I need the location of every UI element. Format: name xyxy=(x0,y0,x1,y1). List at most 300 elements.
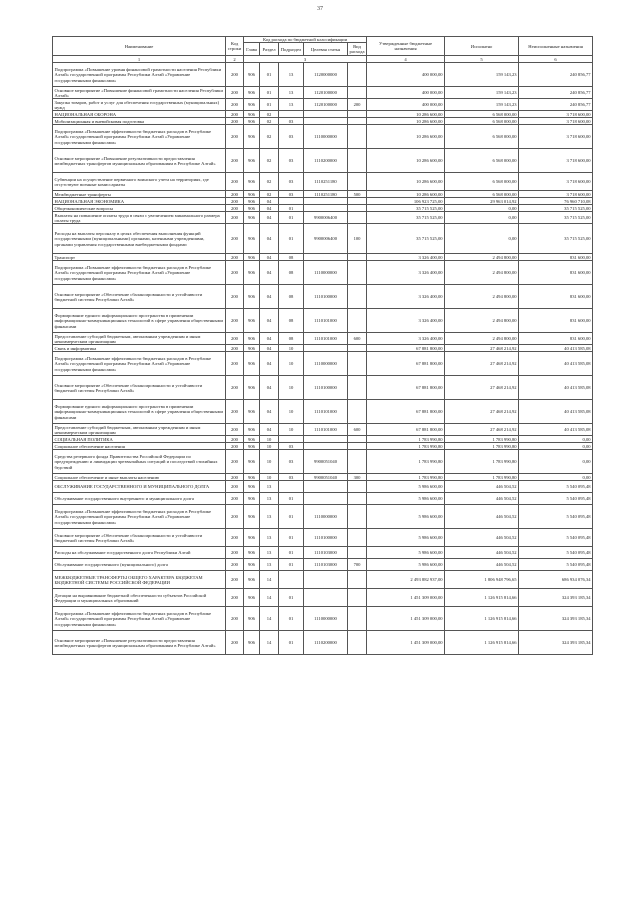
table-row xyxy=(53,400,593,424)
table-row xyxy=(53,436,593,443)
row-unexecuted: 40 413 585,08 xyxy=(519,376,593,400)
row-executed: 6 568 000,00 xyxy=(445,173,519,191)
table-row xyxy=(53,345,593,352)
row-section-code: 10 xyxy=(260,436,279,443)
row-section-code: 04 xyxy=(260,205,279,212)
row-section-code: 04 xyxy=(260,400,279,424)
row-target-code xyxy=(304,198,348,205)
row-name: Закупка товаров, работ и услуг для обеспечения государственных (муниципальных) нужд xyxy=(53,99,226,111)
row-name: Социальное обеспечение и иные выплаты населению xyxy=(53,474,226,481)
row-admin-code: 906 xyxy=(244,481,260,493)
row-section-code: 04 xyxy=(260,352,279,376)
row-admin-code: 906 xyxy=(244,254,260,261)
row-name: Расходы на обслуживание государственного долга Республики Алтай xyxy=(53,547,226,559)
row-admin-code: 906 xyxy=(244,333,260,345)
row-target-code xyxy=(304,589,348,607)
row-unexecuted: 5 540 095,48 xyxy=(519,493,593,505)
row-section-code: 04 xyxy=(260,424,279,436)
row-target-code xyxy=(304,493,348,505)
table-body xyxy=(53,63,593,655)
row-name: Основное мероприятие «Обеспечение сбалансированности и устойчивости бюджетной системы Республики Алтай» xyxy=(53,285,226,309)
row-unexecuted: 5 540 095,48 xyxy=(519,505,593,529)
row-target-code xyxy=(304,205,348,212)
row-approved: 3 326 400,00 xyxy=(367,333,445,345)
table-row xyxy=(53,198,593,205)
row-name: Подпрограмма «Повышение уровня финансовой грамотности населения Республики Алтай» государственной программы Республики Алтай «Управление государственными финансами» xyxy=(53,63,226,87)
row-line-code: 200 xyxy=(226,450,244,474)
row-executed: 27 468 214,92 xyxy=(445,400,519,424)
row-expense-type-code xyxy=(348,400,367,424)
row-expense-type-code xyxy=(348,443,367,450)
table-row xyxy=(53,333,593,345)
row-approved: 10 286 600,00 xyxy=(367,173,445,191)
row-target-code: 1110101000 xyxy=(304,309,348,333)
row-unexecuted: 324 393 185,34 xyxy=(519,607,593,631)
row-executed: 6 568 000,00 xyxy=(445,111,519,118)
row-admin-code: 906 xyxy=(244,63,260,87)
row-target-code: 9900051040 xyxy=(304,450,348,474)
row-expense-type-code: 300 xyxy=(348,474,367,481)
row-admin-code: 906 xyxy=(244,443,260,450)
row-approved: 1 783 990,80 xyxy=(367,474,445,481)
row-executed: 1 126 915 814,66 xyxy=(445,607,519,631)
row-approved: 67 881 800,00 xyxy=(367,424,445,436)
row-name: Мобилизационная и вневойсковая подготовка xyxy=(53,118,226,125)
row-unexecuted: 5 540 095,48 xyxy=(519,529,593,547)
page-number: 37 xyxy=(317,6,323,12)
row-approved: 400 000,00 xyxy=(367,63,445,87)
row-unexecuted: 35 715 525,00 xyxy=(519,224,593,254)
header-name: Наименование xyxy=(53,37,226,56)
row-subsection-code: 01 xyxy=(279,212,304,224)
row-name: Формирование единого информационного пространства в применении информационно-коммуникационных технологий в сфере управления общественными финансами xyxy=(53,309,226,333)
row-line-code: 200 xyxy=(226,224,244,254)
row-section-code: 04 xyxy=(260,212,279,224)
row-section-code: 02 xyxy=(260,111,279,118)
row-expense-type-code xyxy=(348,571,367,589)
row-unexecuted: 5 540 095,48 xyxy=(519,481,593,493)
row-section-code: 01 xyxy=(260,63,279,87)
index-cell: 4 xyxy=(367,56,445,63)
row-executed: 2 494 800,00 xyxy=(445,333,519,345)
row-expense-type-code: 200 xyxy=(348,99,367,111)
row-approved: 5 986 600,00 xyxy=(367,547,445,559)
row-admin-code: 906 xyxy=(244,87,260,99)
row-approved: 10 286 600,00 xyxy=(367,111,445,118)
row-target-code: 1110100000 xyxy=(304,285,348,309)
row-admin-code: 906 xyxy=(244,559,260,571)
row-executed: 446 504,52 xyxy=(445,481,519,493)
row-section-code: 02 xyxy=(260,191,279,198)
row-unexecuted: 3 718 600,00 xyxy=(519,118,593,125)
table-row xyxy=(53,99,593,111)
row-expense-type-code xyxy=(348,309,367,333)
row-subsection-code: 10 xyxy=(279,400,304,424)
row-name: Выплаты на повышение оплаты труда в связи с увеличением минимального размера оплаты труда xyxy=(53,212,226,224)
row-target-code: 1120100000 xyxy=(304,99,348,111)
budget-table xyxy=(52,36,593,655)
row-section-code: 10 xyxy=(260,450,279,474)
row-unexecuted: 831 600,00 xyxy=(519,261,593,285)
row-line-code: 200 xyxy=(226,493,244,505)
row-approved: 35 715 525,00 xyxy=(367,224,445,254)
row-expense-type-code xyxy=(348,125,367,149)
row-expense-type-code xyxy=(348,261,367,285)
table-row xyxy=(53,352,593,376)
row-line-code: 200 xyxy=(226,352,244,376)
row-target-code xyxy=(304,436,348,443)
row-admin-code: 906 xyxy=(244,285,260,309)
row-approved: 3 326 400,00 xyxy=(367,261,445,285)
row-approved: 1 451 309 000,00 xyxy=(367,607,445,631)
row-subsection-code xyxy=(279,436,304,443)
row-unexecuted: 40 413 585,08 xyxy=(519,400,593,424)
row-executed: 1 806 948 796,65 xyxy=(445,571,519,589)
index-cell: 2 xyxy=(226,56,244,63)
table-row xyxy=(53,481,593,493)
row-expense-type-code xyxy=(348,212,367,224)
row-line-code: 200 xyxy=(226,285,244,309)
index-cell: 5 xyxy=(445,56,519,63)
row-subsection-code: 10 xyxy=(279,376,304,400)
row-admin-code: 906 xyxy=(244,607,260,631)
row-line-code: 200 xyxy=(226,198,244,205)
row-subsection-code: 08 xyxy=(279,254,304,261)
row-line-code: 200 xyxy=(226,559,244,571)
row-executed: 159 143,23 xyxy=(445,63,519,87)
row-expense-type-code: 100 xyxy=(348,224,367,254)
row-executed: 446 504,52 xyxy=(445,505,519,529)
row-expense-type-code xyxy=(348,198,367,205)
row-subsection-code: 13 xyxy=(279,87,304,99)
row-target-code: 1110101000 xyxy=(304,333,348,345)
row-admin-code: 906 xyxy=(244,125,260,149)
row-section-code: 02 xyxy=(260,173,279,191)
row-subsection-code: 03 xyxy=(279,125,304,149)
row-line-code: 200 xyxy=(226,118,244,125)
row-unexecuted: 40 413 585,08 xyxy=(519,424,593,436)
row-line-code: 200 xyxy=(226,474,244,481)
row-unexecuted: 76 960 710,08 xyxy=(519,198,593,205)
row-executed: 159 143,23 xyxy=(445,87,519,99)
row-target-code xyxy=(304,118,348,125)
row-section-code: 04 xyxy=(260,285,279,309)
row-executed: 446 504,52 xyxy=(445,559,519,571)
row-section-code: 13 xyxy=(260,559,279,571)
row-approved: 10 286 600,00 xyxy=(367,149,445,173)
row-admin-code: 906 xyxy=(244,450,260,474)
row-expense-type-code xyxy=(348,481,367,493)
row-executed: 27 468 214,92 xyxy=(445,345,519,352)
row-approved: 1 451 309 000,00 xyxy=(367,589,445,607)
row-subsection-code: 03 xyxy=(279,173,304,191)
table-row xyxy=(53,607,593,631)
header-admin: Глава xyxy=(244,43,260,56)
table-row xyxy=(53,474,593,481)
row-executed: 1 783 990,80 xyxy=(445,436,519,443)
index-cell: 6 xyxy=(519,56,593,63)
row-executed: 0,00 xyxy=(445,205,519,212)
row-name: Предоставление субсидий бюджетным, автономным учреждениям и иным некоммерческим организациям xyxy=(53,424,226,436)
row-unexecuted: 831 600,00 xyxy=(519,309,593,333)
row-target-code: 1110251180 xyxy=(304,173,348,191)
row-approved: 1 451 309 000,00 xyxy=(367,631,445,655)
row-line-code: 200 xyxy=(226,589,244,607)
row-target-code xyxy=(304,345,348,352)
row-section-code: 01 xyxy=(260,87,279,99)
row-executed: 1 783 990,80 xyxy=(445,474,519,481)
row-section-code: 13 xyxy=(260,505,279,529)
header-subsection: Подраздел xyxy=(279,43,304,56)
row-subsection-code: 03 xyxy=(279,118,304,125)
table-row xyxy=(53,376,593,400)
row-executed: 27 468 214,92 xyxy=(445,424,519,436)
row-name: Подпрограмма «Повышение эффективности бюджетных расходов в Республике Алтай» государственной программы Республики Алтай «Управление государственными финансами» xyxy=(53,352,226,376)
row-approved: 5 986 600,00 xyxy=(367,493,445,505)
row-section-code: 04 xyxy=(260,309,279,333)
row-approved: 400 000,00 xyxy=(367,99,445,111)
table-row xyxy=(53,450,593,474)
row-line-code: 200 xyxy=(226,505,244,529)
header-approved: Утвержденные бюджетные назначения xyxy=(367,37,445,56)
row-name: Общеэкономические вопросы xyxy=(53,205,226,212)
row-line-code: 200 xyxy=(226,607,244,631)
header-unexecuted: Неисполненные назначения xyxy=(519,37,593,56)
table-row xyxy=(53,285,593,309)
row-line-code: 200 xyxy=(226,376,244,400)
row-admin-code: 906 xyxy=(244,400,260,424)
row-line-code: 200 xyxy=(226,631,244,655)
row-target-code: 9900006400 xyxy=(304,224,348,254)
row-section-code: 10 xyxy=(260,474,279,481)
row-approved: 1 783 990,80 xyxy=(367,443,445,450)
row-line-code: 200 xyxy=(226,547,244,559)
row-unexecuted: 686 934 076,34 xyxy=(519,571,593,589)
row-line-code: 200 xyxy=(226,529,244,547)
row-admin-code: 906 xyxy=(244,493,260,505)
row-unexecuted: 40 413 585,08 xyxy=(519,352,593,376)
row-unexecuted: 35 715 525,00 xyxy=(519,212,593,224)
table-row xyxy=(53,63,593,87)
row-section-code: 01 xyxy=(260,99,279,111)
table-row xyxy=(53,589,593,607)
row-approved: 67 881 800,00 xyxy=(367,345,445,352)
table-row xyxy=(53,505,593,529)
row-executed: 1 783 990,80 xyxy=(445,450,519,474)
header-expense-type: Вид расхода xyxy=(348,43,367,56)
row-executed: 0,00 xyxy=(445,224,519,254)
row-line-code: 200 xyxy=(226,87,244,99)
row-admin-code: 906 xyxy=(244,424,260,436)
row-line-code: 200 xyxy=(226,333,244,345)
row-target-code xyxy=(304,571,348,589)
index-cell: 3 xyxy=(244,56,367,63)
row-section-code: 13 xyxy=(260,493,279,505)
row-admin-code: 906 xyxy=(244,191,260,198)
row-admin-code: 906 xyxy=(244,198,260,205)
row-target-code: 1120000000 xyxy=(304,63,348,87)
row-line-code: 200 xyxy=(226,212,244,224)
row-name: ОБСЛУЖИВАНИЕ ГОСУДАРСТВЕННОГО И МУНИЦИПАЛЬНОГО ДОЛГА xyxy=(53,481,226,493)
row-subsection-code: 10 xyxy=(279,424,304,436)
row-target-code: 1110000000 xyxy=(304,607,348,631)
row-subsection-code: 01 xyxy=(279,589,304,607)
row-unexecuted: 35 715 525,00 xyxy=(519,205,593,212)
row-expense-type-code xyxy=(348,376,367,400)
row-approved: 3 326 400,00 xyxy=(367,309,445,333)
row-expense-type-code xyxy=(348,436,367,443)
row-section-code: 02 xyxy=(260,125,279,149)
row-approved: 2 493 882 937,00 xyxy=(367,571,445,589)
row-name: Межбюджетные трансферты xyxy=(53,191,226,198)
row-unexecuted: 3 718 600,00 xyxy=(519,149,593,173)
table-row xyxy=(53,212,593,224)
row-executed: 2 494 800,00 xyxy=(445,309,519,333)
row-unexecuted: 3 718 600,00 xyxy=(519,173,593,191)
row-admin-code: 906 xyxy=(244,631,260,655)
row-target-code: 1110100000 xyxy=(304,529,348,547)
row-section-code: 02 xyxy=(260,118,279,125)
row-executed: 446 504,52 xyxy=(445,547,519,559)
row-executed: 27 468 214,92 xyxy=(445,376,519,400)
table-row xyxy=(53,261,593,285)
row-name: Обслуживание государственного (муниципального) долга xyxy=(53,559,226,571)
row-executed: 446 504,52 xyxy=(445,493,519,505)
row-target-code: 1110251180 xyxy=(304,191,348,198)
table-row xyxy=(53,125,593,149)
row-expense-type-code xyxy=(348,450,367,474)
row-target-code: 1110101000 xyxy=(304,400,348,424)
row-unexecuted: 831 600,00 xyxy=(519,333,593,345)
row-name: Основное мероприятие «Обеспечение сбалансированности и устойчивости бюджетной системы Республики Алтай» xyxy=(53,376,226,400)
row-expense-type-code xyxy=(348,631,367,655)
row-subsection-code: 10 xyxy=(279,345,304,352)
row-approved: 106 923 725,00 xyxy=(367,198,445,205)
header-line-code: Код строки xyxy=(226,37,244,56)
row-expense-type-code xyxy=(348,505,367,529)
row-section-code: 04 xyxy=(260,224,279,254)
row-line-code: 200 xyxy=(226,345,244,352)
row-name: НАЦИОНАЛЬНАЯ ОБОРОНА xyxy=(53,111,226,118)
row-name: Основное мероприятие «Повышение финансовой грамотности населения Республики Алтай» xyxy=(53,87,226,99)
row-expense-type-code xyxy=(348,205,367,212)
row-expense-type-code: 600 xyxy=(348,333,367,345)
row-executed: 1 783 990,80 xyxy=(445,443,519,450)
row-name: Связь и информатика xyxy=(53,345,226,352)
row-line-code: 200 xyxy=(226,261,244,285)
row-expense-type-code xyxy=(348,607,367,631)
row-name: Предоставление субсидий бюджетным, автономным учреждениям и иным некоммерческим организациям xyxy=(53,333,226,345)
row-target-code: 1110000000 xyxy=(304,261,348,285)
table-row xyxy=(53,87,593,99)
row-name: Подпрограмма «Повышение эффективности бюджетных расходов в Республике Алтай» государственной программы Республики Алтай «Управление государственными финансами» xyxy=(53,607,226,631)
row-subsection-code: 01 xyxy=(279,559,304,571)
row-expense-type-code xyxy=(348,87,367,99)
row-admin-code: 906 xyxy=(244,352,260,376)
table-row xyxy=(53,443,593,450)
row-admin-code: 906 xyxy=(244,547,260,559)
row-executed: 6 568 000,00 xyxy=(445,125,519,149)
row-expense-type-code: 700 xyxy=(348,559,367,571)
row-subsection-code: 01 xyxy=(279,224,304,254)
row-name: Подпрограмма «Повышение эффективности бюджетных расходов в Республике Алтай» государственной программы Республики Алтай «Управление государственными финансами» xyxy=(53,261,226,285)
row-section-code: 14 xyxy=(260,607,279,631)
row-unexecuted: 0,00 xyxy=(519,443,593,450)
row-admin-code: 906 xyxy=(244,118,260,125)
row-target-code: 1110200000 xyxy=(304,149,348,173)
row-subsection-code xyxy=(279,571,304,589)
row-expense-type-code xyxy=(348,589,367,607)
row-section-code: 04 xyxy=(260,376,279,400)
row-section-code: 13 xyxy=(260,529,279,547)
row-target-code: 1110000000 xyxy=(304,505,348,529)
row-admin-code: 906 xyxy=(244,212,260,224)
row-target-code: 1110103000 xyxy=(304,547,348,559)
row-subsection-code: 03 xyxy=(279,450,304,474)
row-subsection-code: 13 xyxy=(279,63,304,87)
table-row xyxy=(53,529,593,547)
row-admin-code: 906 xyxy=(244,474,260,481)
row-unexecuted: 0,00 xyxy=(519,436,593,443)
row-executed: 6 568 000,00 xyxy=(445,149,519,173)
table-row xyxy=(53,631,593,655)
row-approved: 35 715 525,00 xyxy=(367,212,445,224)
table-row xyxy=(53,173,593,191)
row-name: Подпрограмма «Повышение эффективности бюджетных расходов в Республике Алтай» государственной программы Республики Алтай «Управление государственными финансами» xyxy=(53,125,226,149)
table-row xyxy=(53,559,593,571)
row-admin-code: 906 xyxy=(244,224,260,254)
row-expense-type-code: 500 xyxy=(348,191,367,198)
row-section-code: 04 xyxy=(260,198,279,205)
row-executed: 6 568 000,00 xyxy=(445,118,519,125)
row-admin-code: 906 xyxy=(244,111,260,118)
table-row xyxy=(53,191,593,198)
row-unexecuted: 831 600,00 xyxy=(519,254,593,261)
row-line-code: 200 xyxy=(226,63,244,87)
row-executed: 2 494 800,00 xyxy=(445,261,519,285)
row-line-code: 200 xyxy=(226,191,244,198)
header-classification: Код расхода по бюджетной классификации xyxy=(244,37,367,43)
row-unexecuted: 0,00 xyxy=(519,450,593,474)
row-name: МЕЖБЮДЖЕТНЫЕ ТРАНСФЕРТЫ ОБЩЕГО ХАРАКТЕРА БЮДЖЕТАМ БЮДЖЕТНОЙ СИСТЕМЫ РОССИЙСКОЙ ФЕДЕРАЦИИ xyxy=(53,571,226,589)
row-line-code: 200 xyxy=(226,111,244,118)
row-unexecuted: 5 540 095,48 xyxy=(519,547,593,559)
table-row xyxy=(53,309,593,333)
row-expense-type-code xyxy=(348,118,367,125)
row-target-code: 9900006400 xyxy=(304,212,348,224)
table-row xyxy=(53,205,593,212)
row-section-code: 13 xyxy=(260,481,279,493)
row-subsection-code: 03 xyxy=(279,474,304,481)
row-admin-code: 906 xyxy=(244,261,260,285)
row-expense-type-code xyxy=(348,493,367,505)
row-approved: 67 881 800,00 xyxy=(367,400,445,424)
row-approved: 1 783 990,80 xyxy=(367,450,445,474)
row-admin-code: 906 xyxy=(244,99,260,111)
row-name: Формирование единого информационного пространства в применении информационно-коммуникационных технологий в сфере управления общественными финансами xyxy=(53,400,226,424)
row-expense-type-code xyxy=(348,63,367,87)
table-row xyxy=(53,111,593,118)
row-admin-code: 906 xyxy=(244,529,260,547)
row-executed: 27 468 214,92 xyxy=(445,352,519,376)
row-unexecuted: 0,00 xyxy=(519,474,593,481)
table-row xyxy=(53,571,593,589)
row-expense-type-code xyxy=(348,352,367,376)
row-admin-code: 906 xyxy=(244,309,260,333)
row-name: Средства резервного фонда Правительства Российской Федерации по предупреждению и ликвидации чрезвычайных ситуаций и последствий стихийных бедствий xyxy=(53,450,226,474)
row-unexecuted: 240 856,77 xyxy=(519,99,593,111)
row-subsection-code: 03 xyxy=(279,443,304,450)
